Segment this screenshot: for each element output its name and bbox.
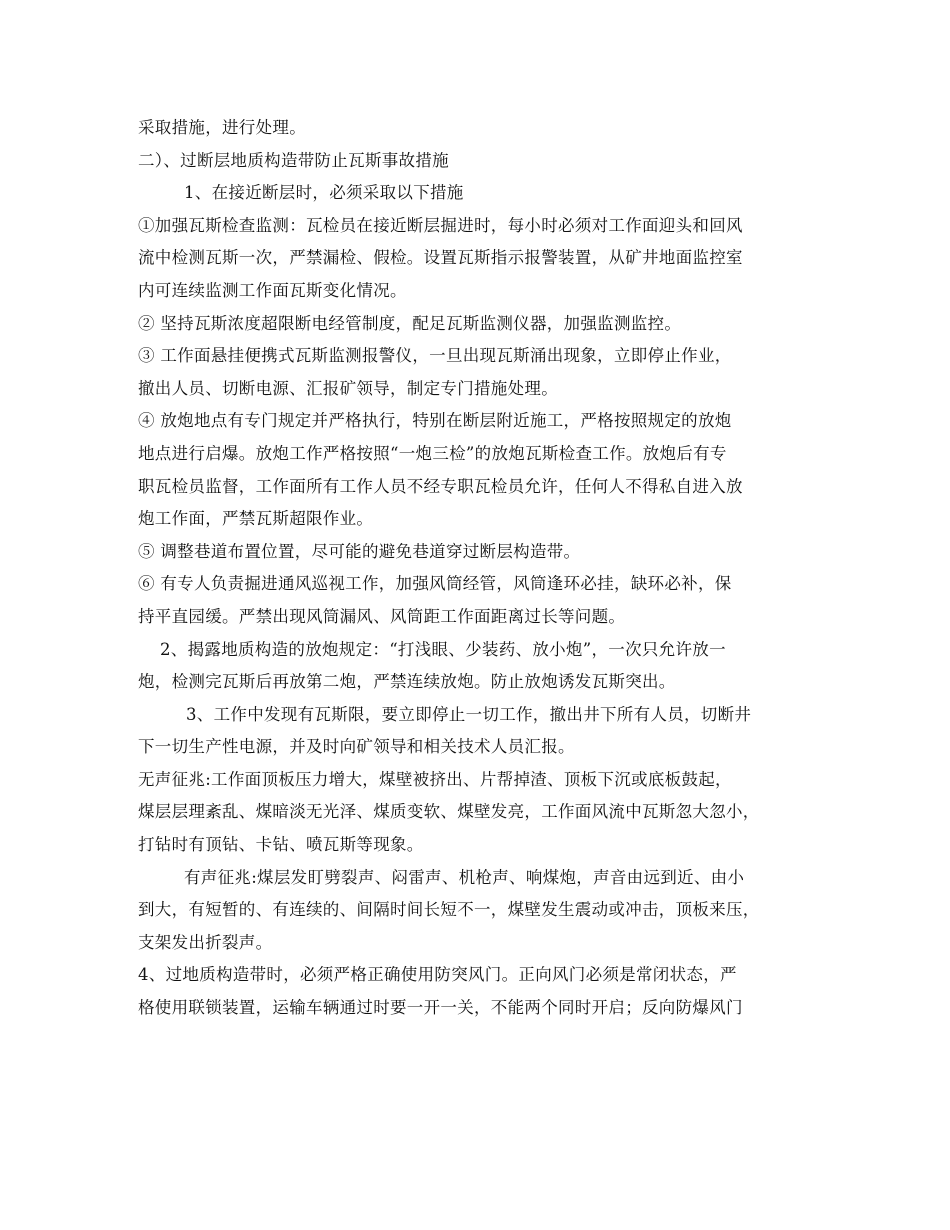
- text-line: 到大，有短暂的、有连续的、间隔时间长短不一，煤壁发生震动或冲击，顶板来压，: [138, 900, 760, 920]
- text-line: ⑥ 有专人负责掘进通风巡视工作，加强风筒经管，风筒逢环必挂，缺环必补，保: [138, 574, 732, 594]
- text-line: 地点进行启爆。放炮工作严格按照“一炮三检”的放炮瓦斯检查工作。放炮后有专: [138, 443, 727, 463]
- text-line: 支架发出折裂声。: [138, 932, 273, 952]
- text-line: 2、揭露地质构造的放炮规定：“打浅眼、少装药、放小炮”，一次只允许放一: [160, 639, 726, 659]
- text-line: 流中检测瓦斯一次，严禁漏检、假检。设置瓦斯指示报警装置，从矿井地面监控室: [138, 248, 743, 268]
- text-line: 炮，检测完瓦斯后再放第二炮，严禁连续放炮。防止放炮诱发瓦斯突出。: [138, 672, 676, 692]
- text-line: 煤层层理紊乱、煤暗淡无光泽、煤质变软、煤壁发亮，工作面风流中瓦斯忽大忽小，: [138, 802, 760, 822]
- section-heading: 二）、过断层地质构造带防止瓦斯事故措施: [138, 150, 449, 170]
- text-line: 有声征兆:煤层发盯劈裂声、闷雷声、机枪声、响煤炮，声音由远到近、由小: [184, 867, 745, 887]
- text-line: ①加强瓦斯检查监测：瓦检员在接近断层掘进时，每小时必须对工作面迎头和回风: [138, 215, 743, 235]
- text-line: 内可连续监测工作面瓦斯变化情况。: [138, 280, 407, 300]
- text-line: 打钻时有顶钻、卡钻、喷瓦斯等现象。: [138, 835, 424, 855]
- text-line: 采取措施，进行处理。: [138, 118, 306, 137]
- text-line: 格使用联锁装置，运输车辆通过时要一开一关，不能两个同时开启；反向防爆风门: [138, 998, 743, 1018]
- text-line: ⑤ 调整巷道布置位置，尽可能的避免巷道穿过断层构造带。: [138, 541, 581, 561]
- text-line: 4、过地质构造带时，必须严格正确使用防突风门。正向风门必须是常闭状态，严: [138, 965, 737, 985]
- text-line: ③ 工作面悬挂便携式瓦斯监测报警仪，一旦出现瓦斯涌出现象，立即停止作业，: [138, 346, 732, 366]
- text-line: 下一切生产性电源，并及时向矿领导和相关技术人员汇报。: [138, 737, 575, 757]
- text-line: ④ 放炮地点有专门规定并严格执行，特别在断层附近施工，严格按照规定的放炮: [138, 411, 732, 431]
- text-line: ② 坚持瓦斯浓度超限断电经管制度，配足瓦斯监测仪器，加强监测监控。: [138, 313, 682, 333]
- text-line: 炮工作面，严禁瓦斯超限作业。: [138, 509, 374, 529]
- subheading: 1、在接近断层时，必须采取以下措施: [184, 183, 464, 203]
- text-line: 持平直园缓。严禁出现风筒漏风、风筒距工作面距离过长等问题。: [138, 606, 626, 626]
- text-line: 无声征兆:工作面顶板压力增大，煤壁被挤出、片帮掉渣、顶板下沉或底板鼓起，: [138, 769, 732, 789]
- text-line: 撤出人员、切断电源、汇报矿领导，制定专门措施处理。: [138, 378, 558, 398]
- text-line: 职瓦检员监督，工作面所有工作人员不经专职瓦检员允许，任何人不得私自进入放: [138, 476, 743, 496]
- document-page: [138, 112, 818, 1025]
- text-line: 3、工作中发现有瓦斯限，要立即停止一切工作，撤出井下所有人员，切断井: [186, 704, 752, 724]
